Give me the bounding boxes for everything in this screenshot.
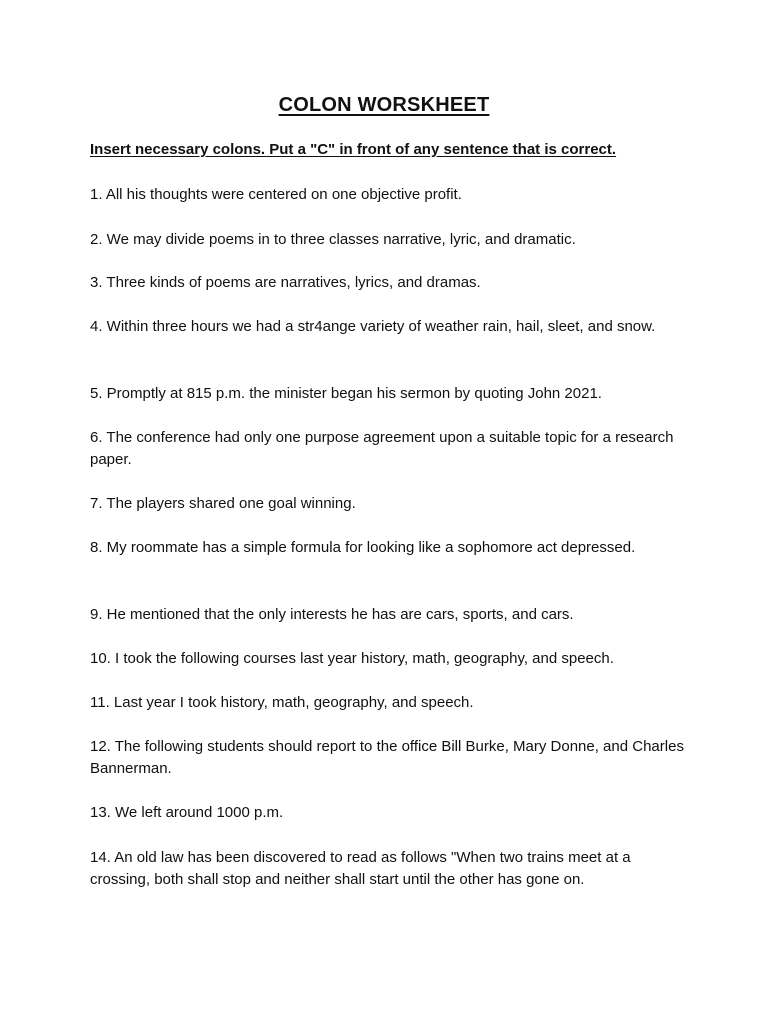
question-7: 7. The players shared one goal winning. bbox=[90, 495, 356, 512]
question-4: 4. Within three hours we had a str4ange variety of weather rain, hail, sleet, and snow. bbox=[90, 318, 656, 335]
question-10: 10. I took the following courses last year history, math, geography, and speech. bbox=[90, 650, 614, 667]
question-11: 11. Last year I took history, math, geography, and speech. bbox=[90, 694, 474, 711]
question-3: 3. Three kinds of poems are narratives, lyrics, and dramas. bbox=[90, 274, 481, 291]
question-12: 12. The following students should report to the office Bill Burke, Mary Donne, and Charles Bannerman. bbox=[90, 738, 684, 777]
question-2: 2. We may divide poems in to three classes narrative, lyric, and dramatic. bbox=[90, 231, 576, 248]
page-title: COLON WORSKHEET bbox=[278, 94, 490, 116]
instructions: Insert necessary colons. Put a "C" in front of any sentence that is correct. bbox=[90, 141, 617, 158]
question-9: 9. He mentioned that the only interests he has are cars, sports, and cars. bbox=[90, 606, 574, 623]
question-5: 5. Promptly at 815 p.m. the minister began his sermon by quoting John 2021. bbox=[90, 385, 602, 402]
question-1: 1. All his thoughts were centered on one objective profit. bbox=[90, 186, 462, 203]
question-6: 6. The conference had only one purpose agreement upon a suitable topic for a research paper. bbox=[90, 429, 674, 468]
question-8: 8. My roommate has a simple formula for looking like a sophomore act depressed. bbox=[90, 539, 636, 556]
question-14: 14. An old law has been discovered to read as follows "When two trains meet at a crossing, both shall stop and neither shall start until the other has gone on. bbox=[90, 849, 631, 888]
question-13: 13. We left around 1000 p.m. bbox=[90, 804, 284, 821]
